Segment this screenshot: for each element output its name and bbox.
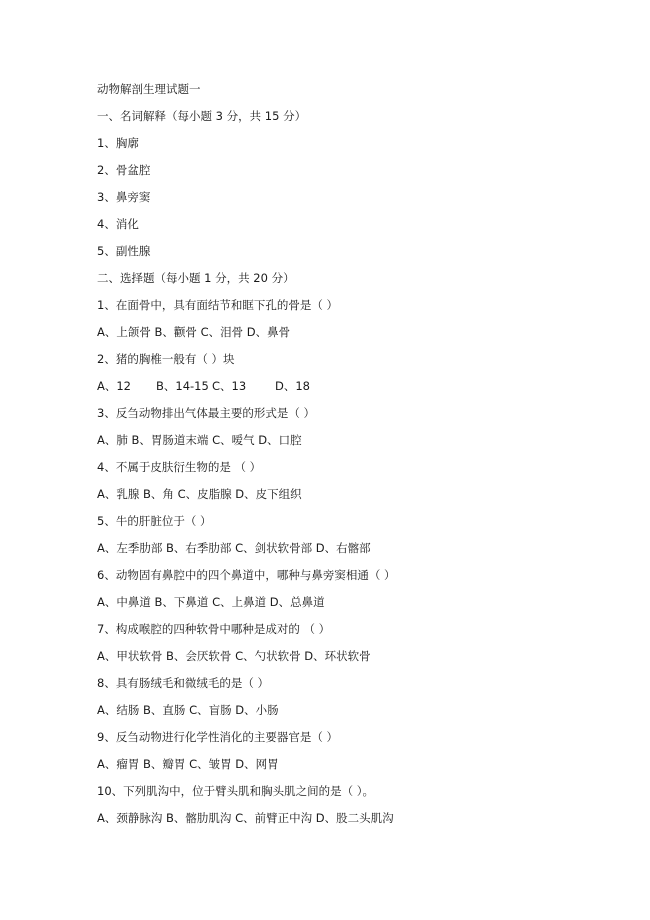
option-a: A、12 xyxy=(97,379,132,393)
question-text: 5、牛的肝脏位于（ ） xyxy=(97,514,212,528)
question-options: A、乳腺 B、角 C、皮脂腺 D、皮下组织 xyxy=(97,487,302,501)
question-text: 4、不属于皮肤衍生物的是 （ ） xyxy=(97,460,262,474)
question-text: 6、动物固有鼻腔中的四个鼻道中，哪种与鼻旁窦相通（ ） xyxy=(97,568,396,582)
document-title: 动物解剖生理试题一 xyxy=(97,82,201,96)
term-item: 2、骨盆腔 xyxy=(97,163,151,177)
question-options: A、结肠 B、直肠 C、盲肠 D、小肠 xyxy=(97,703,279,717)
question-text: 1、在面骨中，具有面结节和眶下孔的骨是（ ） xyxy=(97,298,338,312)
question-options: A、瘤胃 B、瓣胃 C、皱胃 D、网胃 xyxy=(97,757,279,771)
question-options: A、颈静脉沟 B、髂肋肌沟 C、前臂正中沟 D、股二头肌沟 xyxy=(97,811,394,825)
question-options: A、肺 B、胃肠道末端 C、嗳气 D、口腔 xyxy=(97,433,302,447)
section-heading-terms: 一、名词解释（每小题 3 分，共 15 分） xyxy=(97,109,307,123)
question-options: A、甲状软骨 B、会厌软骨 C、勺状软骨 D、环状软骨 xyxy=(97,649,371,663)
question-options xyxy=(97,379,310,393)
option-d: D、18 xyxy=(275,379,310,393)
question-text: 3、反刍动物排出气体最主要的形式是（ ） xyxy=(97,406,315,420)
section-heading-choice: 二、选择题（每小题 1 分，共 20 分） xyxy=(97,271,295,285)
question-options: A、中鼻道 B、下鼻道 C、上鼻道 D、总鼻道 xyxy=(97,595,325,609)
term-item: 1、胸廓 xyxy=(97,136,139,150)
term-item: 5、副性腺 xyxy=(97,244,151,258)
question-text: 10、下列肌沟中，位于臂头肌和胸头肌之间的是（ ）。 xyxy=(97,784,375,798)
question-options: A、左季肋部 B、右季肋部 C、剑状软骨部 D、右髂部 xyxy=(97,541,371,555)
question-text: 7、构成喉腔的四种软骨中哪种是成对的 （ ） xyxy=(97,622,331,636)
question-options: A、上颌骨 B、颧骨 C、泪骨 D、鼻骨 xyxy=(97,325,291,339)
term-item: 3、鼻旁窦 xyxy=(97,190,151,204)
option-b: B、14-15 xyxy=(156,379,209,393)
question-text: 9、反刍动物进行化学性消化的主要器官是（ ） xyxy=(97,730,338,744)
option-c: C、13 xyxy=(212,379,247,393)
question-text: 2、猪的胸椎一般有（ ）块 xyxy=(97,352,235,366)
term-item: 4、消化 xyxy=(97,217,139,231)
question-text: 8、具有肠绒毛和微绒毛的是（ ） xyxy=(97,676,269,690)
